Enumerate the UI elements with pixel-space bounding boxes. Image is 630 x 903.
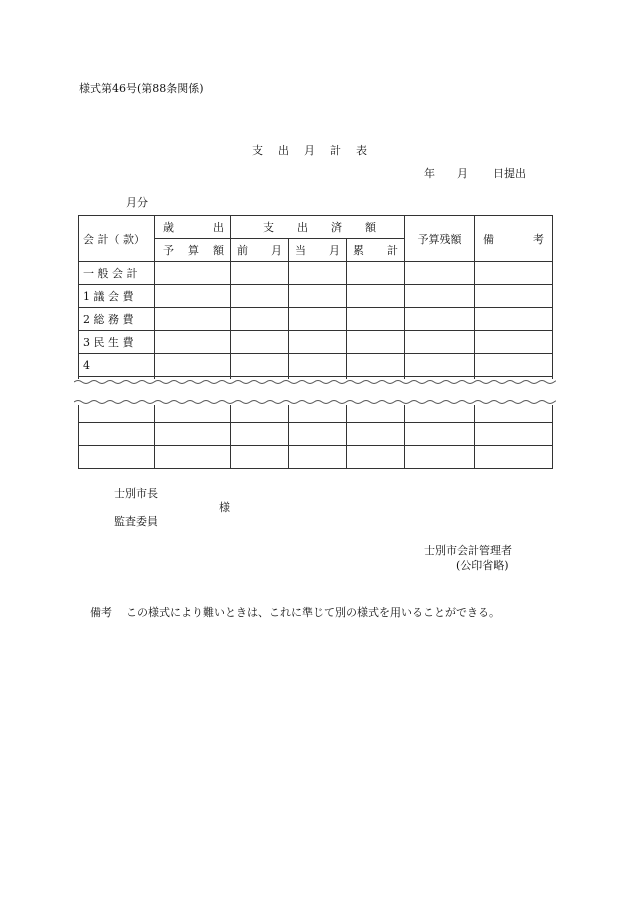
addressee-auditor: 監査委員: [114, 515, 158, 528]
header-budget-top-right: 出: [213, 221, 224, 234]
date-year: 年: [424, 167, 435, 180]
row-label: 2 総 務 費: [79, 308, 155, 331]
header-account: 会 計（ 款）: [79, 216, 155, 262]
header-expended-4: 額: [365, 221, 376, 234]
header-budget-top-left: 歳: [163, 221, 174, 234]
issuer-seal-note: (公印省略): [456, 559, 509, 572]
header-cumulative-1: 累: [353, 244, 364, 257]
header-expended: [231, 216, 405, 239]
header-prev-month-2: 月: [271, 244, 282, 257]
row-label: 3 民 生 費: [79, 331, 155, 354]
row-label: 1 議 会 費: [79, 285, 155, 308]
header-this-month: [289, 239, 347, 262]
header-budget-bottom-1: 予: [163, 244, 174, 257]
table-row: [79, 285, 553, 308]
header-expended-1: 支: [263, 221, 274, 234]
row-label: 一 般 会 計: [79, 262, 155, 285]
date-day-submitted: 日提出: [493, 167, 526, 180]
table-row: [79, 446, 553, 469]
table-break-wave: [74, 379, 556, 405]
table-row: [79, 423, 553, 446]
expenditure-table: [78, 215, 553, 469]
header-cumulative: [347, 239, 405, 262]
table-row: [79, 331, 553, 354]
header-expended-3: 済: [331, 221, 342, 234]
header-budget-bottom-2: 算: [188, 244, 199, 257]
header-row-1: [79, 216, 553, 239]
note-label: 備考: [90, 606, 112, 619]
row-label: 4: [79, 354, 155, 377]
addressee-honorific: 様: [219, 501, 230, 514]
table-row: [79, 308, 553, 331]
header-this-month-1: 当: [295, 244, 306, 257]
header-budget-bottom: [155, 239, 231, 262]
header-remarks: [475, 216, 553, 262]
header-prev-month-1: 前: [237, 244, 248, 257]
header-budget-top: [155, 216, 231, 239]
addressee-mayor: 士別市長: [114, 487, 158, 500]
header-prev-month: [231, 239, 289, 262]
header-budget-bottom-3: 額: [213, 244, 224, 257]
table-row: [79, 262, 553, 285]
date-month: 月: [457, 167, 468, 180]
table-row: [79, 354, 553, 377]
header-remaining: 予算残額: [405, 216, 475, 262]
note-text: この様式により難いときは、これに準じて別の様式を用いることができる。: [126, 606, 500, 619]
header-remarks-2: 考: [533, 232, 544, 246]
header-this-month-2: 月: [329, 244, 340, 257]
header-remarks-1: 備: [483, 232, 494, 246]
month-label: 月分: [126, 196, 148, 209]
header-expended-2: 出: [297, 221, 308, 234]
form-number: 様式第46号(第88条関係): [79, 82, 204, 95]
header-cumulative-2: 計: [387, 244, 398, 257]
document-title: 支 出 月 計 表: [252, 144, 369, 157]
issuer-title: 士別市会計管理者: [424, 544, 512, 557]
